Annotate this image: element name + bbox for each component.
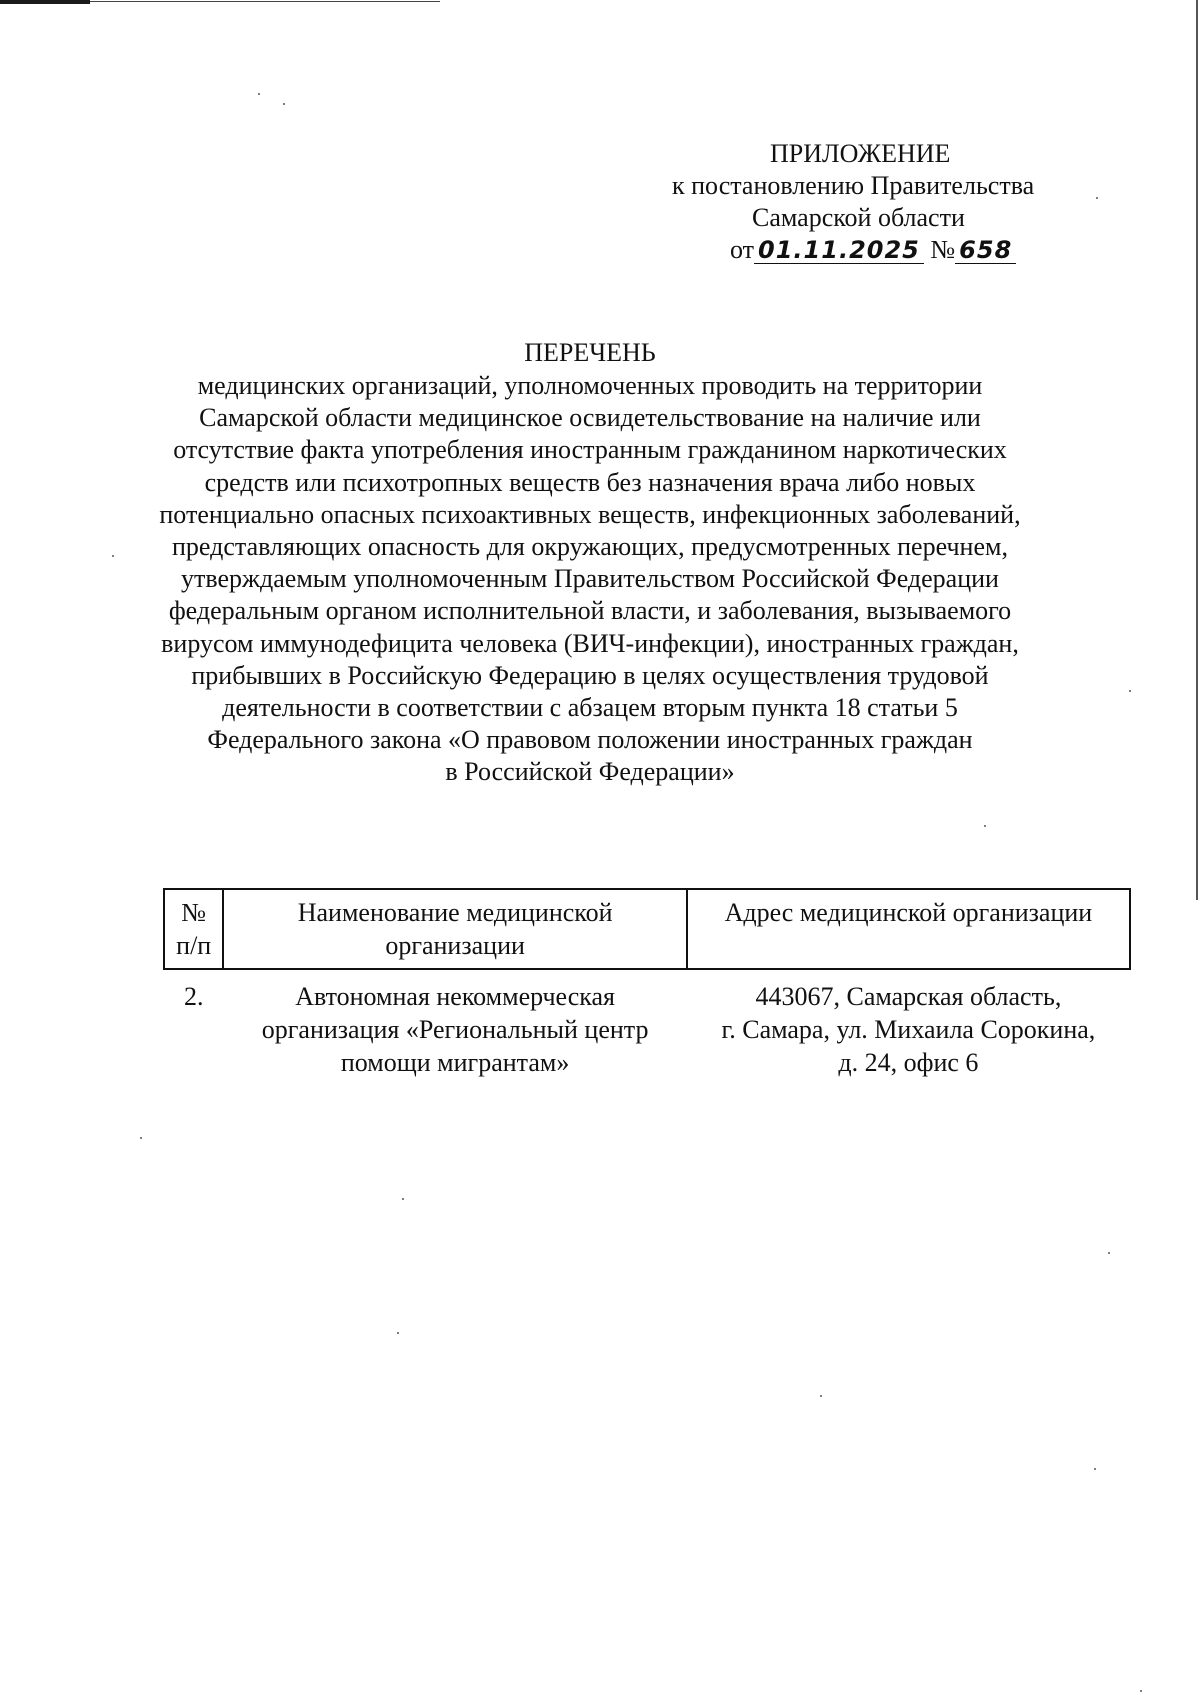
row-organization-name [223,969,686,1079]
heading-title: ПЕРЕЧЕНЬ [524,338,656,367]
scan-speck [1108,1252,1110,1254]
heading-line: деятельности в соответствии с абзацем вторым пункта 18 статьи 5 [222,693,958,723]
header-name-line: организации [385,931,525,960]
heading-line: Самарской области медицинское освидетельствование на наличие или [199,403,981,433]
heading-line: средств или психотропных веществ без назначения врача либо новых [204,467,976,497]
address-line: д. 24, офис 6 [838,1048,979,1077]
table-header-row [164,889,1130,969]
handwritten-date: 01.11.2025 [754,237,924,264]
scan-speck [1094,1468,1096,1470]
approval-date-line [730,234,1016,266]
row-number: 2. [183,982,204,1011]
handwritten-number: 658 [955,237,1016,264]
heading-line: вирусом иммунодефицита человека (ВИЧ-инфекции), иностранных граждан, [161,628,1019,658]
approval-title: ПРИЛОЖЕНИЕ [770,139,951,168]
row-organization-address [687,969,1130,1079]
header-number-line: № [181,898,207,927]
address-line: г. Самара, ул. Михаила Сорокина, [721,1015,1096,1044]
document-heading [0,338,1200,789]
heading-line: в Российской Федерации» [445,757,735,787]
date-prefix: от [730,235,755,264]
scan-speck [397,1332,399,1334]
heading-line: представляющих опасность для окружающих, предусмотренных перечнем, [172,532,1008,562]
scan-speck [402,1198,404,1200]
scan-speck [1096,197,1098,199]
number-prefix: № [930,235,956,264]
scan-speck [140,1137,142,1139]
heading-line: утверждаемым уполномоченным Правительством Российской Федерации [181,564,999,594]
organizations-table [163,888,1131,1079]
header-organization-address [687,889,1130,969]
header-organization-name [223,889,686,969]
scan-speck [984,825,986,827]
heading-description [110,370,1070,789]
header-address-text: Адрес медицинской организации [724,898,1093,927]
approval-resolution-reference: к постановлению Правительства [672,171,1035,200]
name-line: помощи мигрантам» [340,1048,570,1077]
scan-speck [1140,1690,1142,1692]
heading-line: прибывших в Российскую Федерацию в целях осуществления трудовой [191,660,989,690]
scan-speck [283,103,285,105]
scan-speck [258,93,260,95]
scan-artifact-top-mark [0,0,90,4]
heading-line: медицинских организаций, уполномоченных проводить на территории [197,371,983,400]
scan-speck [820,1395,822,1397]
header-number [164,889,223,969]
header-name-line: Наименование медицинской [297,898,613,927]
table-row [164,969,1130,1079]
heading-line: федеральным органом исполнительной власти, и заболевания, вызываемого [168,596,1012,626]
name-line: Автономная некоммерческая [295,982,616,1011]
heading-line: Федерального закона «О правовом положении иностранных граждан [207,725,973,755]
approval-region: Самарской области [752,203,965,232]
address-line: 443067, Самарская область, [755,982,1062,1011]
name-line: организация «Региональный центр [261,1015,649,1044]
heading-line: потенциально опасных психоактивных веществ, инфекционных заболеваний, [159,499,1021,529]
header-number-line: п/п [176,931,212,960]
heading-line: отсутствие факта употребления иностранным гражданином наркотических [173,435,1007,465]
scan-artifact-top-line [90,1,440,2]
